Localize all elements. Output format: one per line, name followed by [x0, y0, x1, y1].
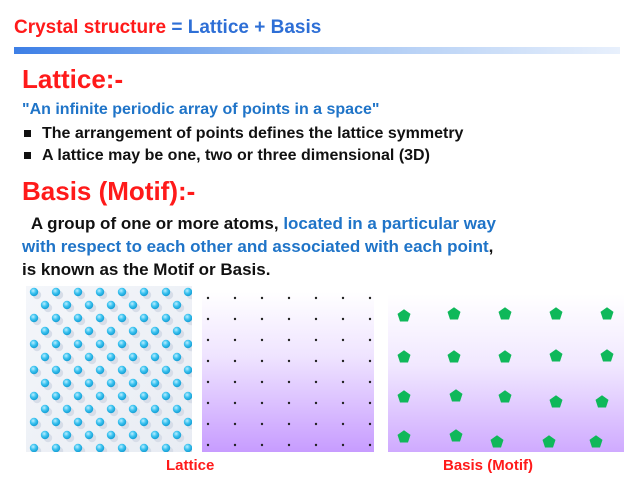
lattice-point [369, 423, 371, 425]
atom-dot [129, 301, 137, 309]
lattice-point [369, 297, 371, 299]
lattice-point [234, 339, 236, 341]
lattice-point [261, 339, 263, 341]
atom-dot [173, 327, 181, 335]
atom-dot [85, 301, 93, 309]
title-equation: = Lattice + Basis [166, 17, 322, 38]
lattice-point [261, 444, 263, 446]
atom-dot [184, 366, 192, 374]
lattice-point [261, 360, 263, 362]
lattice-point [234, 423, 236, 425]
lattice-point [315, 318, 317, 320]
atom-dot [74, 314, 82, 322]
atom-dot [52, 314, 60, 322]
lattice-point [261, 297, 263, 299]
basis-text-sep: , [273, 214, 284, 233]
bullet-square-icon [24, 152, 31, 159]
atom-dot [96, 288, 104, 296]
atom-dot [74, 392, 82, 400]
atom-dot [162, 340, 170, 348]
atom-dot [107, 353, 115, 361]
atom-dot [107, 431, 115, 439]
atom-dot [30, 418, 38, 426]
lattice-point [342, 360, 344, 362]
lattice-point [315, 360, 317, 362]
atom-dot [63, 405, 71, 413]
lattice-point [261, 423, 263, 425]
lattice-point [342, 318, 344, 320]
atom-dot [30, 314, 38, 322]
lattice-point [369, 381, 371, 383]
lattice-point [315, 423, 317, 425]
atom-dot [129, 431, 137, 439]
lattice-point [369, 360, 371, 362]
lattice-point [207, 444, 209, 446]
atom-dot [140, 366, 148, 374]
atom-dot [74, 340, 82, 348]
lattice-point [207, 360, 209, 362]
lattice-point [261, 402, 263, 404]
basis-line-1 [22, 212, 622, 235]
atom-dot [107, 405, 115, 413]
atom-dot [118, 392, 126, 400]
lattice-point [288, 297, 290, 299]
lattice-point [342, 444, 344, 446]
atom-dot [74, 418, 82, 426]
atom-dot [96, 340, 104, 348]
atom-dot [41, 431, 49, 439]
lattice-point [261, 381, 263, 383]
bullet-item [22, 123, 463, 145]
atom-dot [52, 340, 60, 348]
atom-dot [52, 288, 60, 296]
atom-dot [52, 418, 60, 426]
lattice-point [207, 381, 209, 383]
lattice-point [315, 444, 317, 446]
atom-dot [85, 379, 93, 387]
atom-dot [41, 327, 49, 335]
atom-dot [30, 340, 38, 348]
atom-dot [41, 405, 49, 413]
atom-dot [96, 418, 104, 426]
atom-dot [118, 418, 126, 426]
lattice-point [315, 402, 317, 404]
lattice-caption: Lattice [166, 457, 215, 474]
point-lattice-image [202, 292, 374, 452]
atom-dot [140, 314, 148, 322]
basis-text-black: A group of one or more atoms [22, 214, 274, 233]
lattice-point [315, 339, 317, 341]
bullet-text: The arrangement of points defines the lattice symmetry [42, 125, 464, 142]
lattice-point [261, 318, 263, 320]
atom-dot [63, 431, 71, 439]
lattice-point [288, 381, 290, 383]
atom-dot [63, 327, 71, 335]
lattice-point [234, 444, 236, 446]
atom-dot [173, 379, 181, 387]
atom-dot [140, 340, 148, 348]
lattice-point [369, 402, 371, 404]
atom-dot [118, 444, 126, 452]
lattice-point [207, 402, 209, 404]
atom-dot [30, 392, 38, 400]
atom-dot [118, 314, 126, 322]
atom-dot [85, 405, 93, 413]
atom-dot [85, 327, 93, 335]
lattice-point [315, 381, 317, 383]
atom-dot [30, 288, 38, 296]
atom-dot [129, 327, 137, 335]
lattice-point [288, 402, 290, 404]
atom-dot [41, 353, 49, 361]
atom-dot [151, 353, 159, 361]
lattice-point [342, 339, 344, 341]
atom-dot [118, 288, 126, 296]
atom-dot [96, 366, 104, 374]
title-underline-bar [14, 47, 620, 54]
atom-dot [162, 366, 170, 374]
lattice-point [234, 381, 236, 383]
atom-dot [85, 431, 93, 439]
lattice-point [234, 297, 236, 299]
lattice-point [207, 318, 209, 320]
atom-dot [140, 288, 148, 296]
atom-dot [74, 366, 82, 374]
lattice-point [288, 360, 290, 362]
atom-dot [129, 353, 137, 361]
atom-dot [162, 444, 170, 452]
lattice-bullet-list [22, 123, 463, 167]
atom-dot [151, 405, 159, 413]
atom-dot [63, 301, 71, 309]
atom-dot [151, 431, 159, 439]
atom-dot [151, 379, 159, 387]
atom-dot [41, 301, 49, 309]
lattice-point [288, 318, 290, 320]
lattice-point [207, 423, 209, 425]
atom-dot [162, 288, 170, 296]
atom-dot [107, 327, 115, 335]
lattice-point [207, 339, 209, 341]
lattice-heading: Lattice:- [22, 64, 124, 94]
atom-dot [52, 366, 60, 374]
atom-dot [63, 379, 71, 387]
atom-dot [30, 366, 38, 374]
atom-dot [173, 431, 181, 439]
lattice-point [315, 297, 317, 299]
basis-text-comma: , [488, 237, 494, 256]
atom-dot [140, 418, 148, 426]
atom-dot [96, 392, 104, 400]
lattice-point [342, 297, 344, 299]
lattice-point [234, 318, 236, 320]
atom-dot [41, 379, 49, 387]
bullet-square-icon [24, 130, 31, 137]
basis-line-2 [22, 235, 622, 258]
atom-dot [52, 392, 60, 400]
title-crystal-structure: Crystal structure [14, 17, 167, 38]
atom-dot [184, 288, 192, 296]
lattice-point [288, 444, 290, 446]
basis-text-blue: located in a particular way [283, 214, 496, 233]
basis-line-3: is known as the Motif or Basis. [22, 260, 271, 279]
atom-dot [96, 444, 104, 452]
bullet-item [22, 145, 463, 167]
atom-lattice-image [26, 286, 192, 452]
lattice-definition: "An infinite periodic array of points in a space" [22, 101, 380, 118]
lattice-point [234, 360, 236, 362]
slide-title [14, 17, 321, 39]
atom-dot [140, 444, 148, 452]
lattice-point [288, 423, 290, 425]
atom-dot [173, 353, 181, 361]
atom-dot [184, 340, 192, 348]
atom-dot [151, 327, 159, 335]
atom-dot [30, 444, 38, 452]
lattice-point [342, 423, 344, 425]
basis-definition [22, 212, 622, 281]
lattice-point [369, 339, 371, 341]
atom-dot [129, 379, 137, 387]
basis-text-blue: with respect to each other and associated with each point [22, 237, 489, 256]
motif-lattice-image [388, 294, 624, 452]
atom-dot [173, 405, 181, 413]
atom-dot [118, 366, 126, 374]
atom-dot [162, 314, 170, 322]
atom-dot [63, 353, 71, 361]
atom-dot [85, 353, 93, 361]
atom-dot [184, 392, 192, 400]
atom-dot [74, 288, 82, 296]
lattice-point [288, 339, 290, 341]
atom-dot [184, 418, 192, 426]
atom-dot [74, 444, 82, 452]
lattice-point [342, 402, 344, 404]
atom-dot [96, 314, 104, 322]
atom-dot [173, 301, 181, 309]
atom-dot [184, 314, 192, 322]
lattice-point [369, 444, 371, 446]
atom-dot [107, 379, 115, 387]
atom-dot [140, 392, 148, 400]
atom-dot [129, 405, 137, 413]
basis-caption: Basis (Motif) [443, 457, 533, 474]
lattice-point [369, 318, 371, 320]
atom-dot [52, 444, 60, 452]
lattice-point [234, 402, 236, 404]
atom-dot [107, 301, 115, 309]
atom-dot [151, 301, 159, 309]
basis-heading: Basis (Motif):- [22, 176, 196, 206]
atom-dot [162, 392, 170, 400]
atom-dot [162, 418, 170, 426]
lattice-point [207, 297, 209, 299]
lattice-point [342, 381, 344, 383]
bullet-text: A lattice may be one, two or three dimensional (3D) [42, 147, 430, 164]
atom-dot [118, 340, 126, 348]
